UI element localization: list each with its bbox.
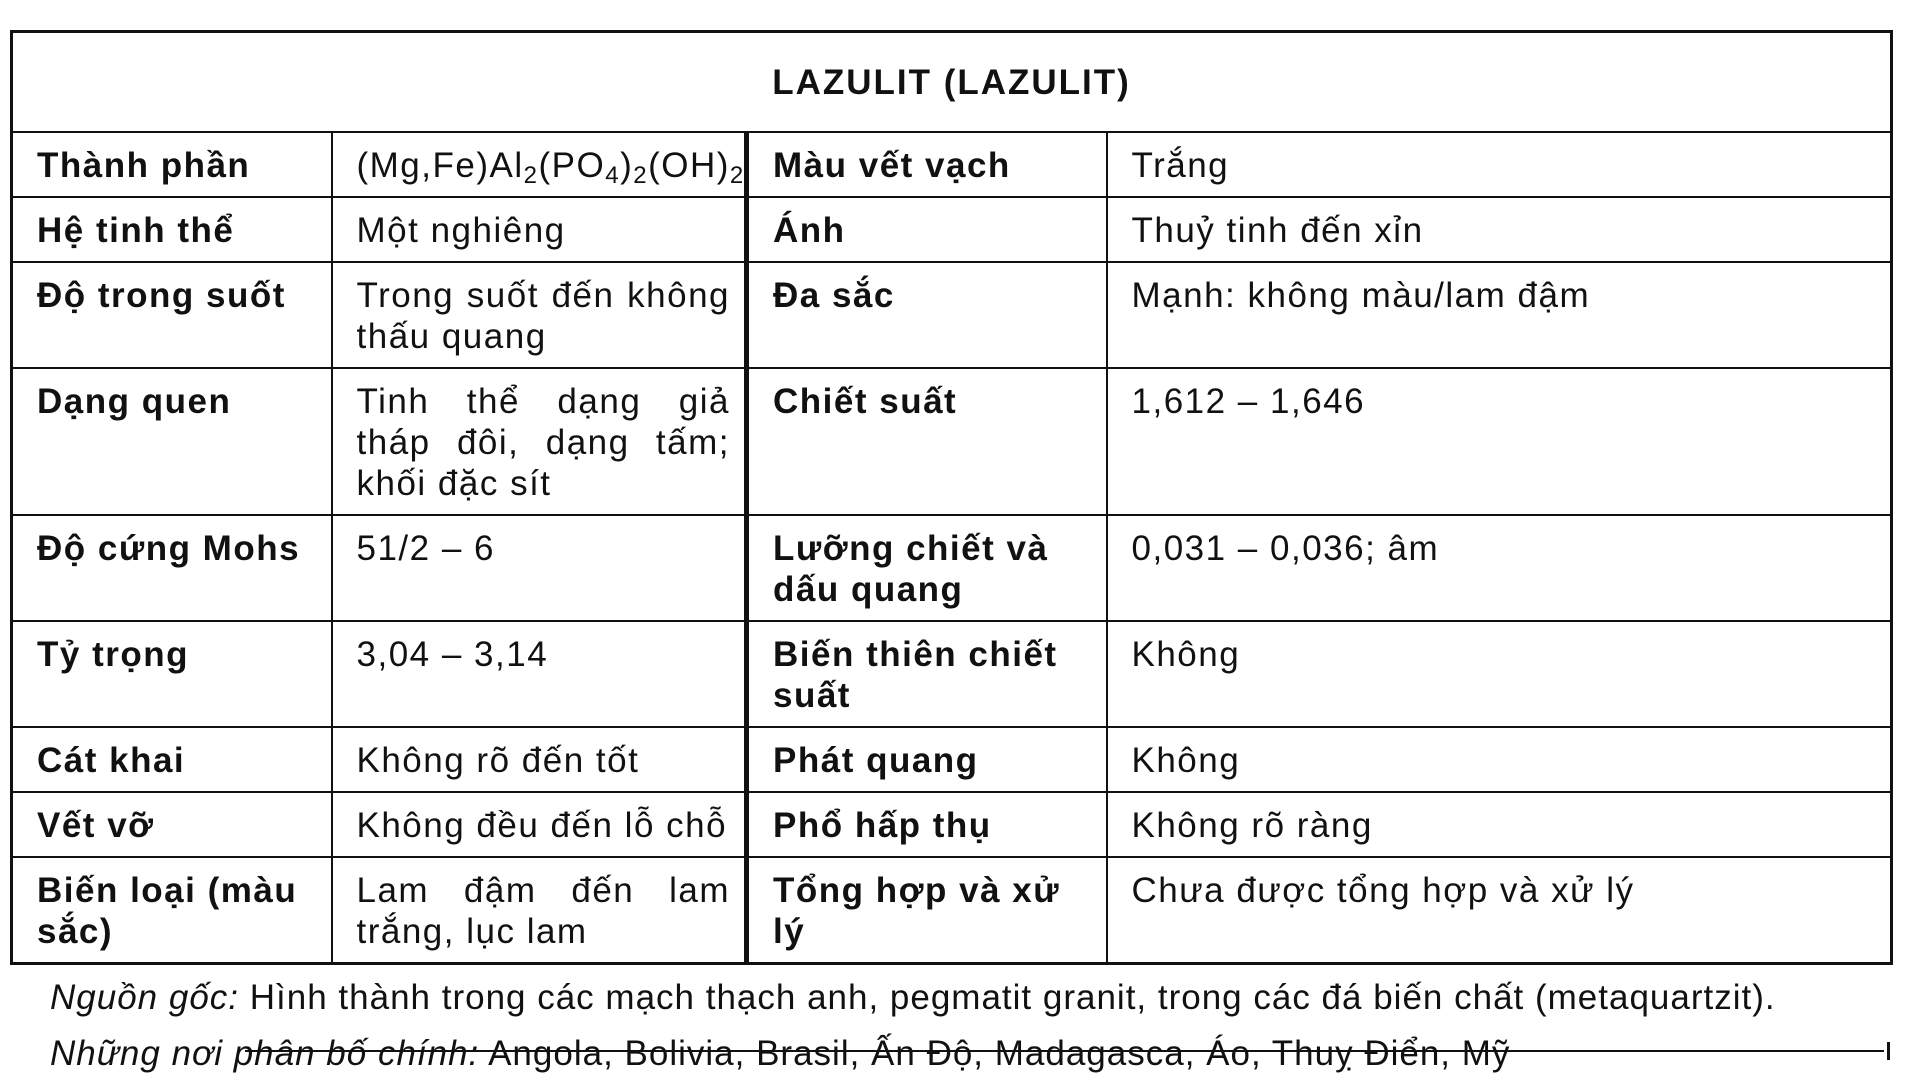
varieties-value: Lam đậm đến lam trắng, lục lam <box>332 857 747 964</box>
luster-value: Thuỷ tinh đến xỉn <box>1107 197 1892 262</box>
hardness-label: Độ cứng Mohs <box>12 515 332 621</box>
transparency-label: Độ trong suốt <box>12 262 332 368</box>
absorption-spectrum-label: Phổ hấp thụ <box>747 792 1107 857</box>
habit-value: Tinh thể dạng giả tháp đôi, dạng tấm; khối đặc sít <box>332 368 747 515</box>
luminescence-value: Không <box>1107 727 1892 792</box>
streak-label: Màu vết vạch <box>747 132 1107 197</box>
table-title: LAZULIT (LAZULIT) <box>12 32 1892 133</box>
table-title-row <box>12 32 1892 133</box>
origin-caption: Nguồn gốc: <box>50 978 240 1017</box>
varieties-label: Biến loại (màu sắc) <box>12 857 332 964</box>
crystal-system-label: Hệ tinh thể <box>12 197 332 262</box>
transparency-value: Trong suốt đến không thấu quang <box>332 262 747 368</box>
pleochroism-value: Mạnh: không màu/lam đậm <box>1107 262 1892 368</box>
habit-label: Dạng quen <box>12 368 332 515</box>
notes-section <box>10 977 1890 1075</box>
absorption-spectrum-value: Không rõ ràng <box>1107 792 1892 857</box>
composition-value: $(Mg,Fe)Al_2(PO_4)_2(OH)_2$ <box>332 132 747 197</box>
synthesis-treatment-label: Tổng hợp và xử lý <box>747 857 1107 964</box>
dispersion-label: Biến thiên chiết suất <box>747 621 1107 727</box>
origin-text: Hình thành trong các mạch thạch anh, pegmatit granit, trong các đá biến chất (metaquartzit). <box>239 978 1776 1017</box>
page-footer-tick <box>1887 1042 1890 1060</box>
origin-note <box>50 977 1870 1019</box>
table-row <box>12 368 1892 515</box>
crystal-system-value: Một nghiêng <box>332 197 747 262</box>
table-row <box>12 792 1892 857</box>
luster-label: Ánh <box>747 197 1107 262</box>
dispersion-value: Không <box>1107 621 1892 727</box>
cleavage-value: Không rõ đến tốt <box>332 727 747 792</box>
streak-value: Trắng <box>1107 132 1892 197</box>
table-row <box>12 515 1892 621</box>
table-row <box>12 132 1892 197</box>
birefringence-label: Lưỡng chiết và dấu quang <box>747 515 1107 621</box>
table-row <box>12 262 1892 368</box>
localities-caption: Những nơi phân bố chính: <box>50 1034 480 1073</box>
composition-label: Thành phần <box>12 132 332 197</box>
pleochroism-label: Đa sắc <box>747 262 1107 368</box>
luminescence-label: Phát quang <box>747 727 1107 792</box>
synthesis-treatment-value: Chưa được tổng hợp và xử lý <box>1107 857 1892 964</box>
specific-gravity-label: Tỷ trọng <box>12 621 332 727</box>
localities-note <box>50 1033 1870 1075</box>
refractive-index-value: 1,612 – 1,646 <box>1107 368 1892 515</box>
hardness-value: 51/2 – 6 <box>332 515 747 621</box>
table-row <box>12 727 1892 792</box>
fracture-value: Không đều đến lỗ chỗ <box>332 792 747 857</box>
properties-table <box>10 30 1893 965</box>
table-row <box>12 621 1892 727</box>
table-row <box>12 197 1892 262</box>
birefringence-value: 0,031 – 0,036; âm <box>1107 515 1892 621</box>
localities-text: Angola, Bolivia, Brasil, Ấn Độ, Madagasca, Áo, Thuỵ Điển, Mỹ <box>479 1034 1511 1073</box>
table-row <box>12 857 1892 964</box>
cleavage-label: Cát khai <box>12 727 332 792</box>
gem-datasheet <box>10 30 1890 1089</box>
fracture-label: Vết vỡ <box>12 792 332 857</box>
refractive-index-label: Chiết suất <box>747 368 1107 515</box>
page-footer-rule <box>245 1050 1884 1052</box>
specific-gravity-value: 3,04 – 3,14 <box>332 621 747 727</box>
